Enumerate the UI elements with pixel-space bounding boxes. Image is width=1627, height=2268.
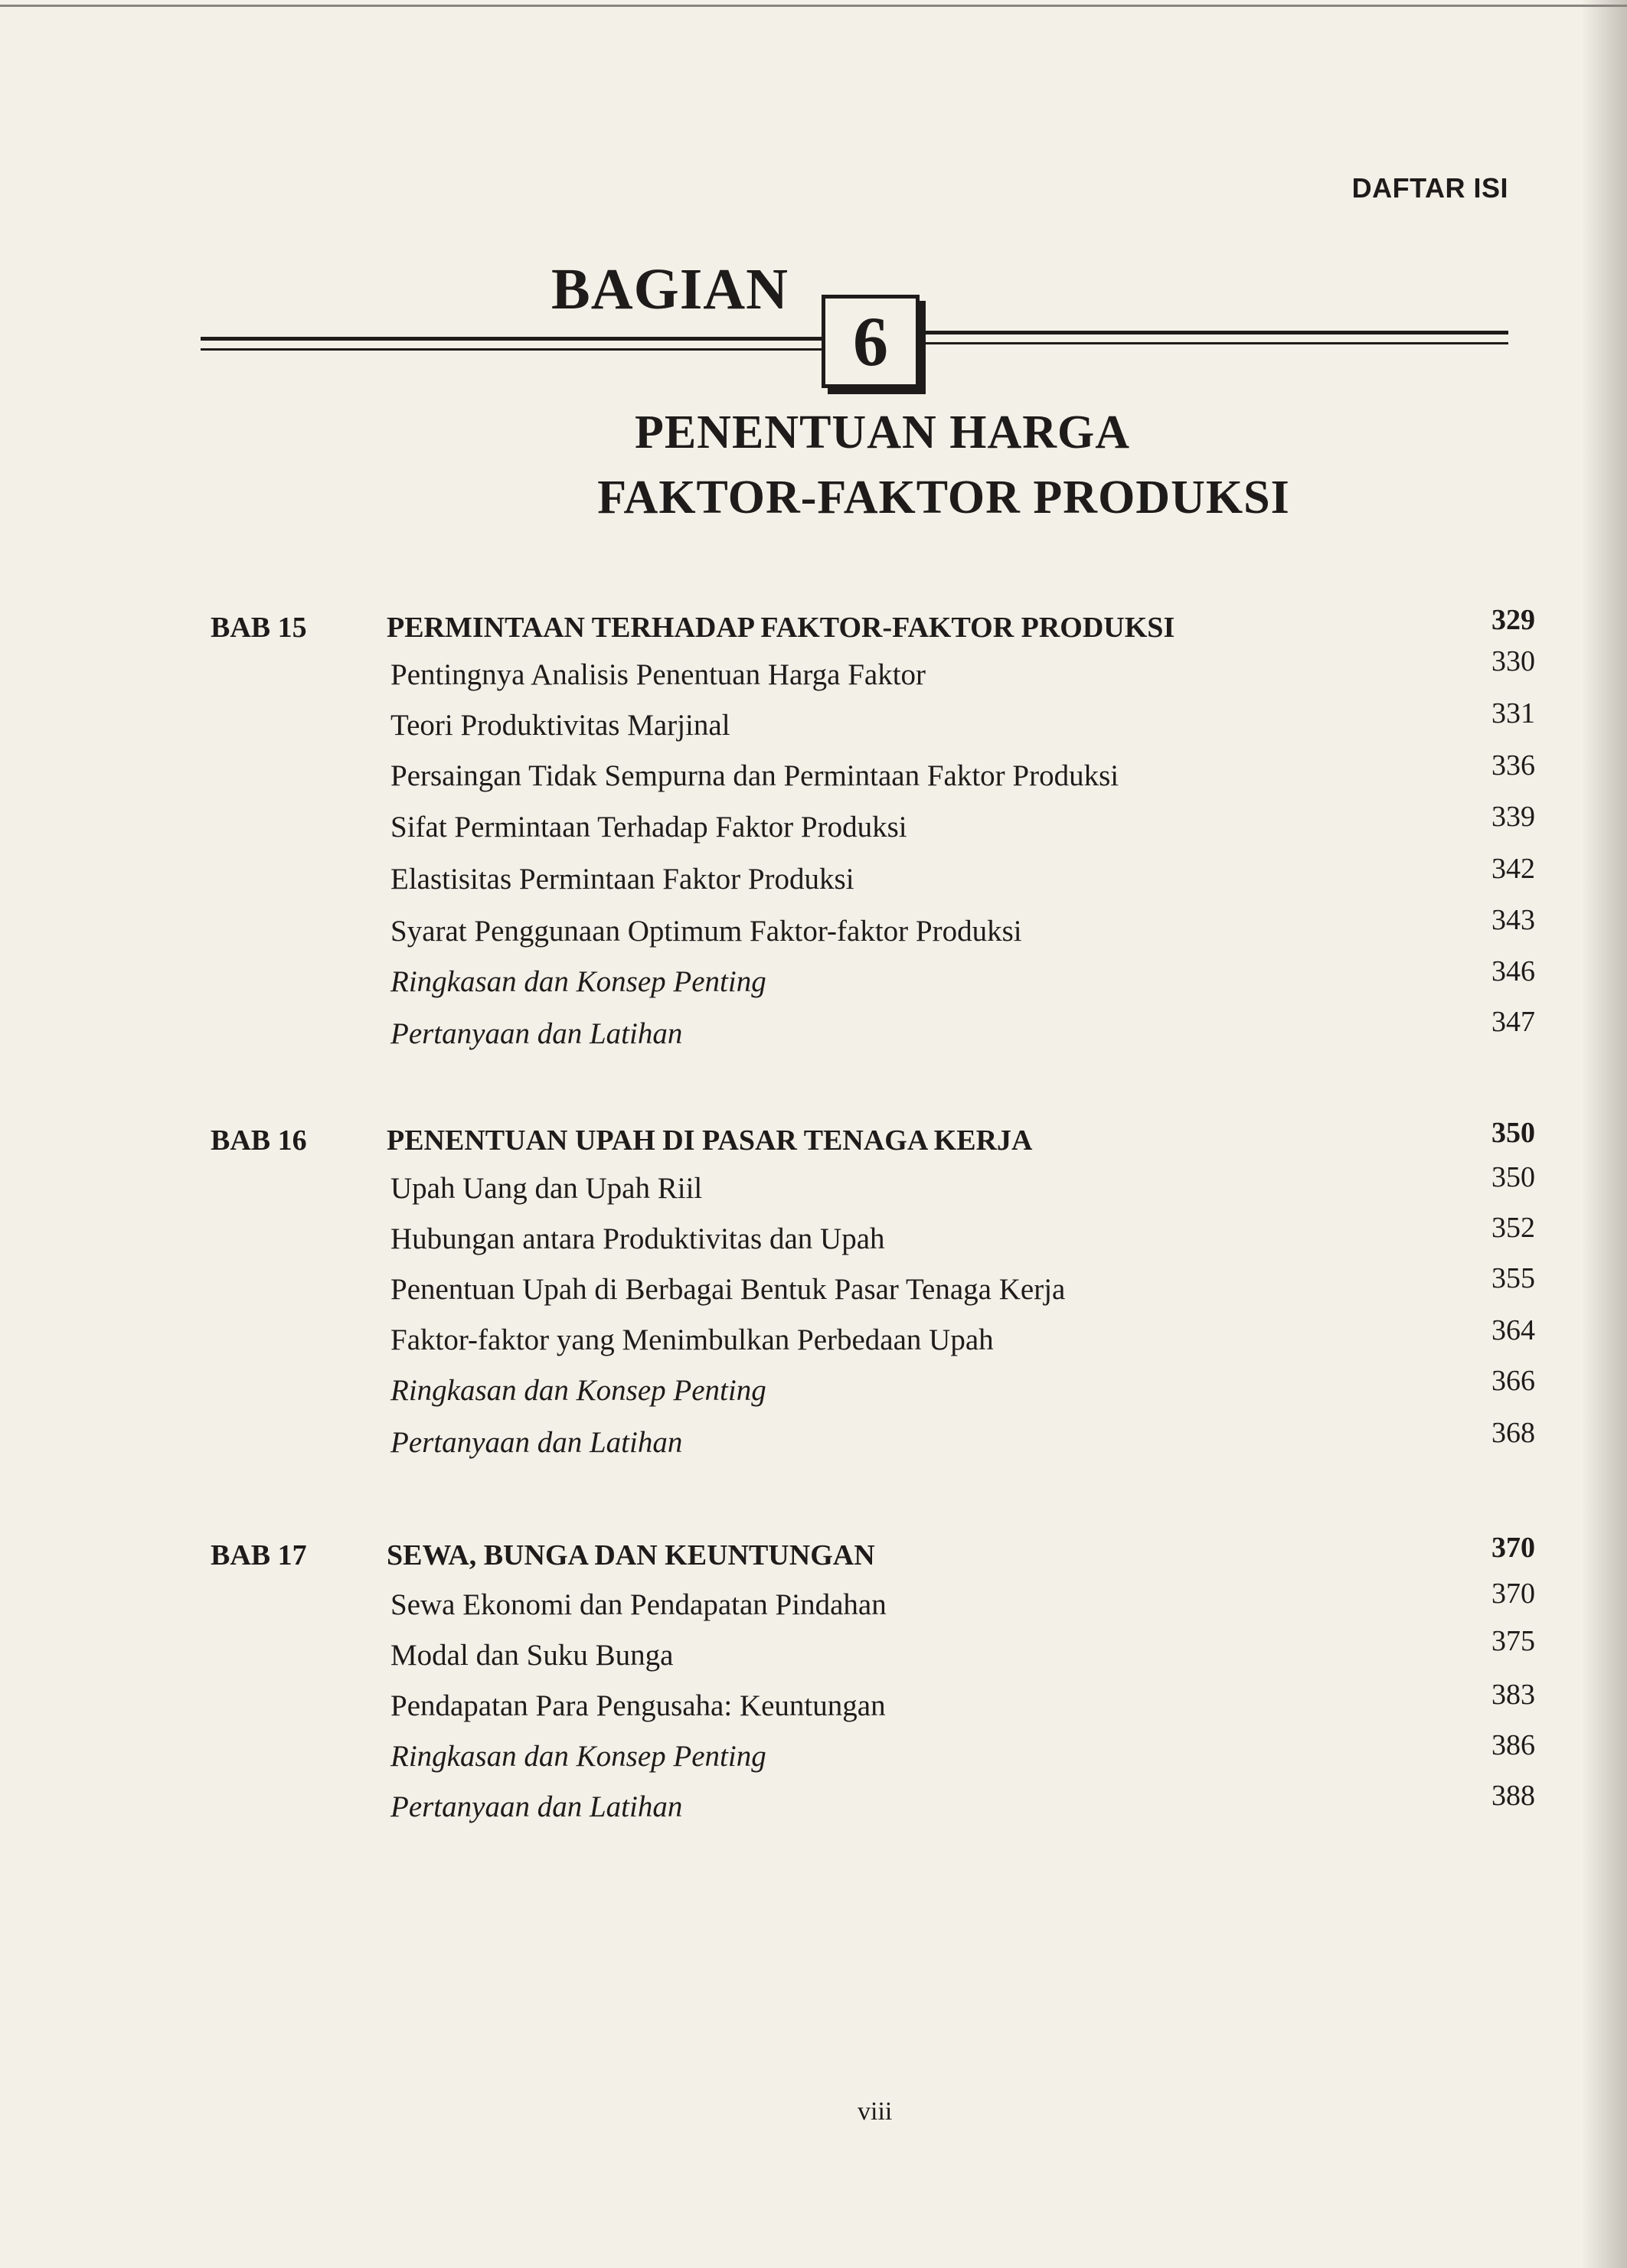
toc-entry-summary: Ringkasan dan Konsep Penting [390,965,766,998]
toc-entry-page: 346 [1491,955,1535,987]
toc-entry-page: 375 [1491,1625,1535,1657]
chapter-title: PENENTUAN UPAH DI PASAR TENAGA KERJA [387,1124,1033,1157]
toc-entry-page: 368 [1491,1417,1535,1449]
part-number-box [822,295,920,388]
part-number: 6 [853,302,888,380]
toc-entry-page: 336 [1491,749,1535,782]
toc-entry-exercises: Pertanyaan dan Latihan [390,1790,683,1823]
toc-entry: Teori Produktivitas Marjinal [390,709,730,742]
toc-entry-page: 383 [1491,1679,1535,1711]
chapter-page: 350 [1491,1117,1535,1149]
toc-entry: Persaingan Tidak Sempurna dan Permintaan Faktor Produksi [390,759,1119,792]
toc-entry-page: 330 [1491,645,1535,677]
toc-entry: Elastisitas Permintaan Faktor Produksi [390,863,854,896]
running-head: DAFTAR ISI [1351,172,1508,204]
page-shadow-edge [1581,0,1627,2268]
part-rule-left [201,337,822,341]
toc-entry: Syarat Penggunaan Optimum Faktor-faktor Produksi [390,915,1022,948]
toc-entry-page: 339 [1491,801,1535,833]
part-rule-right [919,331,1508,334]
toc-entry: Sifat Permintaan Terhadap Faktor Produksi [390,811,907,844]
toc-entry-summary: Ringkasan dan Konsep Penting [390,1374,766,1407]
page-top-edge [0,5,1627,7]
chapter-label: BAB 16 [211,1124,307,1157]
part-rule-left-thin [201,348,822,351]
toc-entry: Sewa Ekonomi dan Pendapatan Pindahan [390,1588,887,1621]
chapter-page: 370 [1491,1532,1535,1564]
toc-entry-page: 347 [1491,1006,1535,1038]
toc-entry-page: 388 [1491,1780,1535,1812]
chapter-title: SEWA, BUNGA DAN KEUNTUNGAN [387,1539,875,1571]
part-word: BAGIAN [551,257,789,321]
toc-entry: Pentingnya Analisis Penentuan Harga Faktor [390,658,926,691]
toc-entry: Modal dan Suku Bunga [390,1639,674,1672]
part-rule-right-thin [919,342,1508,344]
toc-entry-page: 366 [1491,1365,1535,1397]
toc-entry-page: 350 [1491,1161,1535,1193]
part-title-line2: FAKTOR-FAKTOR PRODUKSI [597,472,1290,524]
chapter-label: BAB 15 [211,612,307,644]
toc-entry-summary: Ringkasan dan Konsep Penting [390,1740,766,1773]
toc-entry-page: 352 [1491,1212,1535,1244]
toc-entry-page: 342 [1491,853,1535,885]
page-number: viii [858,2097,893,2126]
toc-entry-page: 355 [1491,1262,1535,1294]
chapter-page: 329 [1491,604,1535,636]
part-title-line1: PENENTUAN HARGA [634,406,1131,458]
chapter-label: BAB 17 [211,1539,307,1571]
toc-entry: Hubungan antara Produktivitas dan Upah [390,1222,885,1255]
toc-entry-exercises: Pertanyaan dan Latihan [390,1426,683,1459]
toc-entry: Faktor-faktor yang Menimbulkan Perbedaan Upah [390,1323,994,1356]
toc-entry-page: 364 [1491,1314,1535,1346]
toc-entry-page: 370 [1491,1578,1535,1610]
toc-entry: Penentuan Upah di Berbagai Bentuk Pasar Tenaga Kerja [390,1273,1066,1306]
chapter-title: PERMINTAAN TERHADAP FAKTOR-FAKTOR PRODUKSI [387,612,1175,644]
toc-entry: Upah Uang dan Upah Riil [390,1172,703,1205]
toc-entry-page: 343 [1491,904,1535,936]
toc-entry-page: 331 [1491,697,1535,729]
toc-entry-page: 386 [1491,1729,1535,1761]
toc-entry: Pendapatan Para Pengusaha: Keuntungan [390,1689,886,1722]
toc-entry-exercises: Pertanyaan dan Latihan [390,1017,683,1050]
